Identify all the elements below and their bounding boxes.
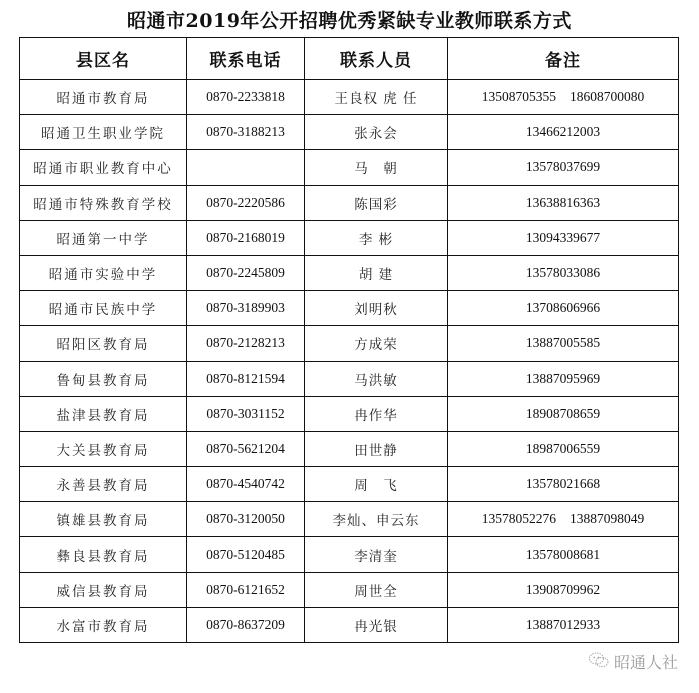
cell-unit: 永善县教育局 [20,467,187,502]
cell-unit: 昭通市实验中学 [20,255,187,290]
note-mobile-1: 18987006559 [525,440,601,456]
cell-contact: 马洪敏 [305,361,448,396]
cell-phone: 0870-5120485 [187,537,305,572]
table-row [20,502,679,537]
header-contact: 联系人员 [305,38,448,80]
note-mobile-1: 13908709962 [525,581,601,597]
cell-unit: 昭通卫生职业学院 [20,115,187,150]
cell-contact: 张永会 [305,115,448,150]
table-row [20,537,679,572]
cell-contact: 方成荣 [305,326,448,361]
table-row [20,607,679,642]
cell-note [448,396,679,431]
cell-unit: 鲁甸县教育局 [20,361,187,396]
table-row [20,115,679,150]
cell-phone: 0870-2168019 [187,220,305,255]
cell-note [448,115,679,150]
cell-phone: 0870-8637209 [187,607,305,642]
header-note: 备注 [448,38,679,80]
cell-phone: 0870-5621204 [187,431,305,466]
cell-phone: 0870-2220586 [187,185,305,220]
cell-contact: 胡 建 [305,255,448,290]
note-mobile-1: 18908708659 [525,405,601,421]
cell-unit: 昭阳区教育局 [20,326,187,361]
cell-note [448,255,679,290]
cell-contact: 马 朝 [305,150,448,185]
cell-contact: 李灿、申云东 [305,502,448,537]
cell-note [448,361,679,396]
cell-unit: 盐津县教育局 [20,396,187,431]
note-mobile-1: 13887095969 [525,370,601,386]
cell-phone: 0870-3189903 [187,291,305,326]
cell-unit: 昭通市特殊教育学校 [20,185,187,220]
cell-contact: 陈国彩 [305,185,448,220]
cell-phone: 0870-2128213 [187,326,305,361]
table-row [20,431,679,466]
table-row [20,467,679,502]
cell-note [448,80,679,115]
cell-unit: 昭通市教育局 [20,80,187,115]
cell-phone: 0870-3120050 [187,502,305,537]
cell-phone: 0870-2233818 [187,80,305,115]
note-mobile-1: 13508705355 [481,89,556,105]
cell-contact: 冉作华 [305,396,448,431]
cell-contact: 冉光银 [305,607,448,642]
table-row [20,396,679,431]
cell-phone [187,150,305,185]
cell-note [448,220,679,255]
cell-unit: 水富市教育局 [20,607,187,642]
note-mobile-1: 13578008681 [525,546,601,562]
header-phone: 联系电话 [187,38,305,80]
watermark [588,650,678,673]
cell-phone: 0870-6121652 [187,572,305,607]
cell-unit: 昭通第一中学 [20,220,187,255]
cell-note [448,431,679,466]
note-mobile-2: 18608700080 [570,89,645,105]
note-mobile-1: 13466212003 [525,124,601,140]
cell-unit: 威信县教育局 [20,572,187,607]
cell-unit: 昭通市民族中学 [20,291,187,326]
cell-contact: 刘明秋 [305,291,448,326]
cell-phone: 0870-3031152 [187,396,305,431]
cell-contact: 周 飞 [305,467,448,502]
cell-contact: 李 彬 [305,220,448,255]
wechat-icon [588,651,610,673]
cell-note [448,607,679,642]
note-mobile-2: 13887098049 [570,511,645,527]
cell-contact: 王良权 虎 任 [305,80,448,115]
note-mobile-1: 13578033086 [525,265,601,281]
table-row [20,361,679,396]
header-unit: 县区名 [20,38,187,80]
watermark-text: 昭通人社 [614,653,679,672]
cell-note [448,326,679,361]
cell-phone: 0870-2245809 [187,255,305,290]
cell-unit: 昭通市职业教育中心 [20,150,187,185]
cell-contact: 李清奎 [305,537,448,572]
table-row [20,326,679,361]
table-row [20,255,679,290]
note-mobile-1: 13638816363 [525,194,601,210]
cell-note [448,502,679,537]
cell-note [448,572,679,607]
cell-unit: 镇雄县教育局 [20,502,187,537]
cell-note [448,185,679,220]
cell-unit: 彝良县教育局 [20,537,187,572]
note-mobile-1: 13094339677 [525,229,601,245]
cell-contact: 周世全 [305,572,448,607]
cell-note [448,150,679,185]
note-mobile-1: 13887012933 [525,616,601,632]
cell-phone: 0870-4540742 [187,467,305,502]
cell-note [448,537,679,572]
table-row [20,150,679,185]
note-mobile-1: 13578052276 [481,511,556,527]
cell-phone: 0870-3188213 [187,115,305,150]
note-mobile-1: 13578037699 [525,159,601,175]
document-title: 昭通市2019年公开招聘优秀紧缺专业教师联系方式 [127,10,572,32]
table-row [20,80,679,115]
contacts-table [19,37,679,643]
cell-unit: 大关县教育局 [20,431,187,466]
table-row [20,220,679,255]
table-header-row [20,38,679,80]
cell-note [448,467,679,502]
table-row [20,572,679,607]
note-mobile-1: 13578021668 [525,476,601,492]
cell-phone: 0870-8121594 [187,361,305,396]
cell-contact: 田世静 [305,431,448,466]
table-row [20,291,679,326]
table-row [20,185,679,220]
note-mobile-1: 13708606966 [525,300,601,316]
cell-note [448,291,679,326]
note-mobile-1: 13887005585 [525,335,601,351]
